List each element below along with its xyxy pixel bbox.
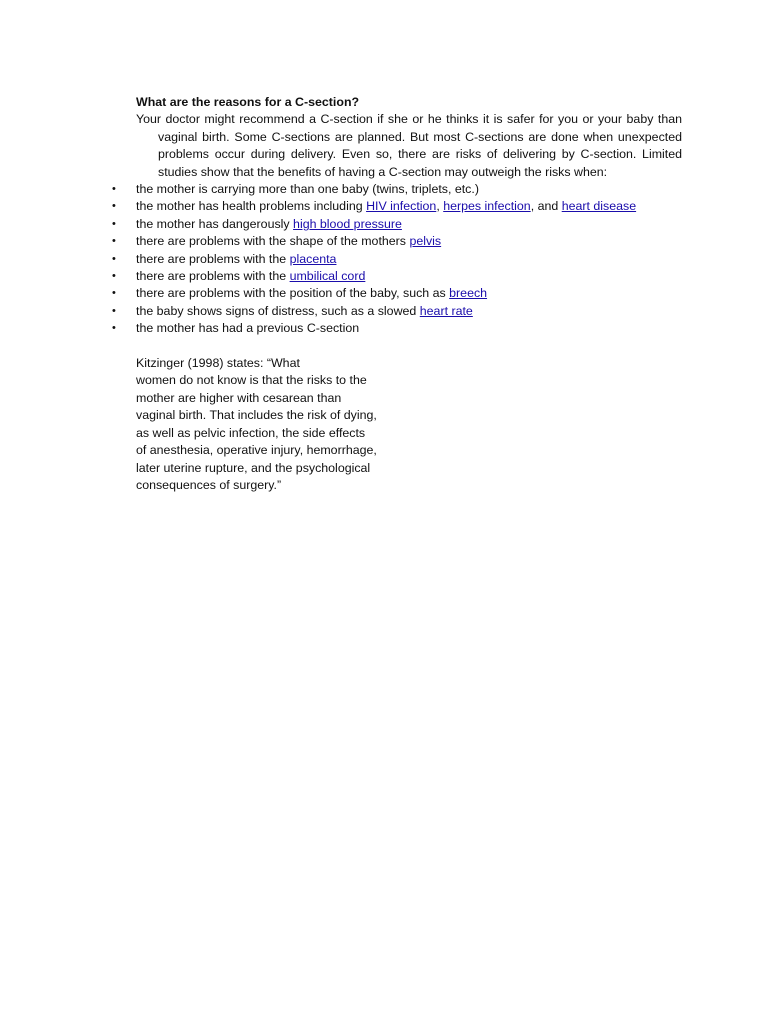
- quote-line: consequences of surgery.”: [136, 477, 282, 492]
- bullet-glyph: •: [112, 200, 116, 213]
- link-herpes-infection[interactable]: herpes infection: [443, 199, 531, 214]
- list-item-text: there are problems with the shape of the mothers: [136, 234, 410, 249]
- document-content: [112, 94, 682, 494]
- list-item-text: there are problems with the: [136, 251, 290, 266]
- list-item: [112, 181, 682, 198]
- list-item-text: there are problems with the position of the baby, such as: [136, 286, 450, 301]
- list-item-text: the baby shows signs of distress, such as a slowed: [136, 303, 420, 318]
- quote-line: as well as pelvic infection, the side effects: [136, 425, 366, 440]
- link-pelvis[interactable]: pelvis: [409, 234, 442, 249]
- list-item-separator: , and: [530, 199, 562, 214]
- list-item-text: the mother has dangerously: [136, 216, 294, 231]
- list-item: [112, 198, 682, 215]
- bullet-glyph: •: [112, 287, 116, 300]
- quote-line: later uterine rupture, and the psychological: [136, 460, 371, 475]
- quote-line: of anesthesia, operative injury, hemorrhage,: [136, 443, 377, 458]
- list-item-text: there are problems with the: [136, 269, 290, 284]
- list-item-text: the mother has had a previous C-section: [136, 321, 360, 336]
- section-heading: What are the reasons for a C-section?: [136, 95, 360, 109]
- bullet-glyph: •: [112, 252, 116, 265]
- link-breech[interactable]: breech: [449, 286, 488, 301]
- link-hiv-infection[interactable]: HIV infection: [366, 199, 437, 214]
- list-item: [112, 285, 682, 302]
- quote-line: Kitzinger (1998) states: “What: [136, 356, 300, 371]
- bullet-glyph: •: [112, 322, 116, 335]
- bullet-glyph: •: [112, 270, 116, 283]
- list-item: [112, 233, 682, 250]
- list-item: [112, 303, 682, 320]
- list-item: [112, 216, 682, 233]
- quote-line: women do not know is that the risks to the: [136, 373, 367, 388]
- list-item: [112, 251, 682, 268]
- quote-line: mother are higher with cesarean than: [136, 390, 342, 405]
- link-high-blood-pressure[interactable]: high blood pressure: [293, 216, 402, 231]
- intro-paragraph: Your doctor might recommend a C-section if she or he thinks it is safer for you or your baby than vaginal birth. Some C-sections are planned. But most C-sections are done when unexpected problems occur during delivery. Even so, there are risks of delivering by C-section. Limited studies show that the benefits of having a C-section may outweigh the risks when:: [136, 112, 682, 179]
- link-umbilical-cord[interactable]: umbilical cord: [289, 269, 366, 284]
- bullet-glyph: •: [112, 217, 116, 230]
- list-item: [112, 320, 682, 337]
- link-heart-rate[interactable]: heart rate: [419, 303, 473, 318]
- bullet-glyph: •: [112, 235, 116, 248]
- link-heart-disease[interactable]: heart disease: [561, 199, 637, 214]
- list-item: [112, 268, 682, 285]
- quote-line: vaginal birth. That includes the risk of dying,: [136, 408, 377, 423]
- list-item-text: the mother has health problems including: [136, 199, 367, 214]
- bullet-glyph: •: [112, 183, 116, 196]
- kitzinger-quote: [136, 355, 406, 494]
- bullet-glyph: •: [112, 304, 116, 317]
- link-placenta[interactable]: placenta: [289, 251, 337, 266]
- list-item-separator: ,: [436, 199, 444, 214]
- reasons-list: [112, 181, 682, 338]
- list-item-text: the mother is carrying more than one baby (twins, triplets, etc.): [136, 182, 479, 197]
